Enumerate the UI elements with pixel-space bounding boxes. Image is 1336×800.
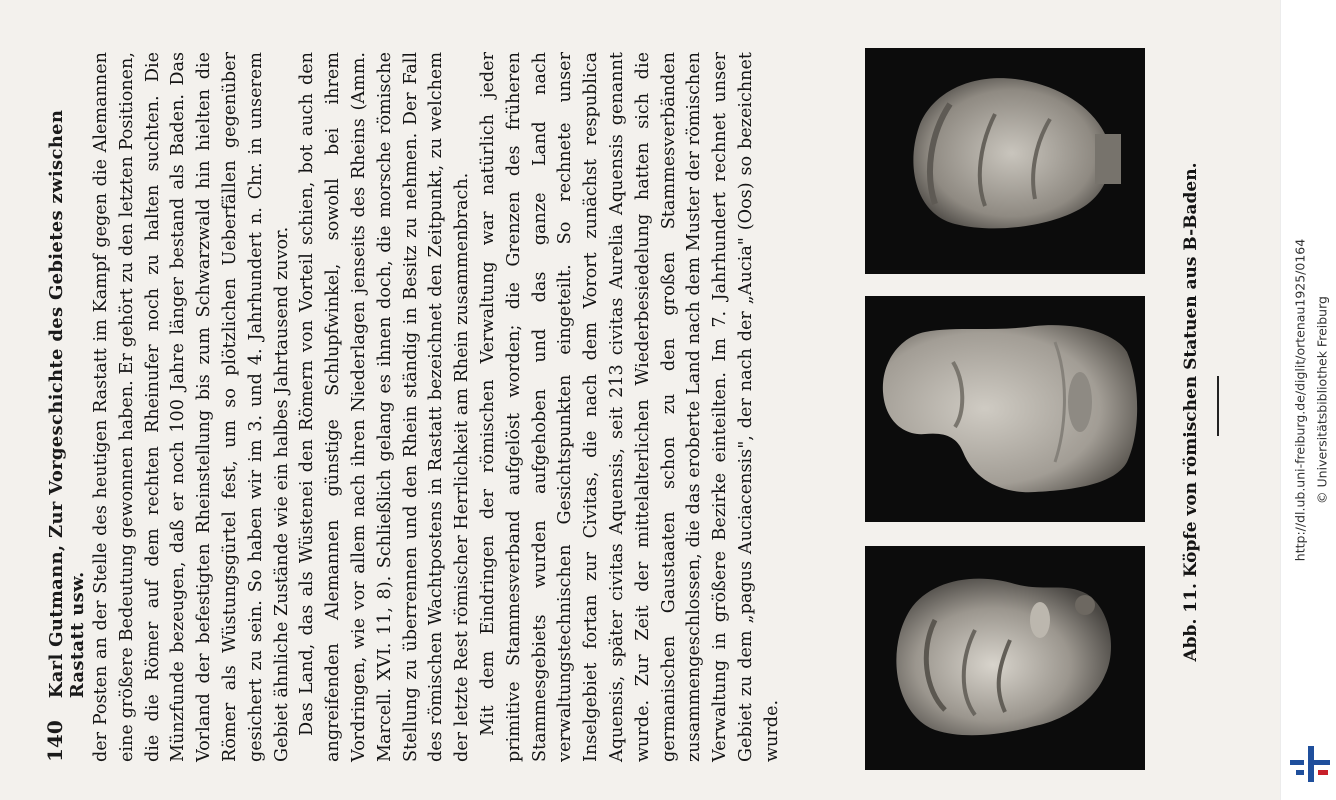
photo-head-profile-left xyxy=(865,546,1145,770)
source-url-link[interactable]: http://dl.ub.uni-freiburg.de/diglit/ortenau1925/0164 xyxy=(1292,238,1308,562)
page-number: 140 xyxy=(43,720,67,762)
paragraph-1: der Posten an der Stelle des heutigen Rastatt im Kampf gegen die Alemannen eine größere Bedeutung gewonnen haben. Er gehört zu den letzten Positionen, die die Römer auf dem rechten Rheinufer noch zu halten suchten. Die Münzfunde bezeugen, daß er noch 100 Jahre länger bestand als Baden. Das Vorland der befestigten Rheinstellung bis zum Schwarzwald hin hielten die Römer als Wüstungsgürtel fest, um so plötzlichen Ueberfällen gegenüber gesichert zu sein. So haben wir im 3. und 4. Jahrhundert n. Chr. in unserem Gebiet ähnliche Zustände wie ein halbes Jahrtausend zuvor. xyxy=(91,52,292,762)
rotated-page-content xyxy=(5,10,1275,790)
caption-rule xyxy=(1217,376,1219,436)
running-title: Karl Gutmann, Zur Vorgeschichte des Gebietes zwischen Rastatt usw. xyxy=(46,109,88,699)
paragraph-3: Mit dem Eindringen der römischen Verwaltung war natürlich jeder primitive Stammesverband aufgelöst worden; die Grenzen des früheren Stammesgebiets wurden aufgehoben und das ganze Land nach verwaltungstechnischen Gesichtspunkten eingeteilt. So rechnete unser Inselgebiet fortan zur Civitas, die nach dem Vorort zunächst respublica Aquensis, später civitas Aquensis, seit 213 civitas Aurelia Aquensis genannt wurde. Zur Zeit der mittelalterlichen Wiederbesiedelung hatten sich die germanischen Gaustaaten schon zu den großen Stammesverbänden zusammengeschlossen, die das eroberte Land nach dem Muster der römischen Verwaltung in größere Bezirke einteilten. Im 7. Jahrhundert rechnet unser Gebiet zu dem „pagus Auciacensis", der nach der „Aucia" (Oos) so bezeichnet wurde. xyxy=(477,52,782,762)
figure-group xyxy=(865,40,1155,770)
copyright-text: © Universitätsbibliothek Freiburg xyxy=(1314,296,1330,504)
head-profile-right-image xyxy=(865,48,1145,274)
photo-head-bust-frontal xyxy=(865,296,1145,522)
head-profile-left-image xyxy=(865,546,1145,770)
ub-freiburg-logo-icon[interactable] xyxy=(1288,740,1332,788)
body-text xyxy=(89,52,829,762)
paragraph-2: Das Land, das als Wüstenei den Römern von Vorteil schien, bot auch den angreifenden Alemannen günstige Schlupfwinkel, sowohl bei ihrem Vordringen, wie vor allem nach ihren Niederlagen jenseits des Rheins (Amm. Marcell. XVI. 11, 8). Schließlich gelang es ihnen doch, die morsche römische Stellung zu überrennen und den Rhein ständig in Besitz zu nehmen. Der Fall des römischen Wachtpostens in Rastatt bezeichnet den Zeitpunkt, zu welchem der letzte Rest römischer Herrlichkeit am Rhein zusammenbrach. xyxy=(297,52,473,762)
photo-head-profile-right xyxy=(865,48,1145,274)
figure-caption: Abb. 11. Köpfe von römischen Statuen aus B-Baden. xyxy=(1181,162,1201,662)
head-bust-frontal-image xyxy=(865,296,1145,522)
page-header xyxy=(43,62,88,762)
